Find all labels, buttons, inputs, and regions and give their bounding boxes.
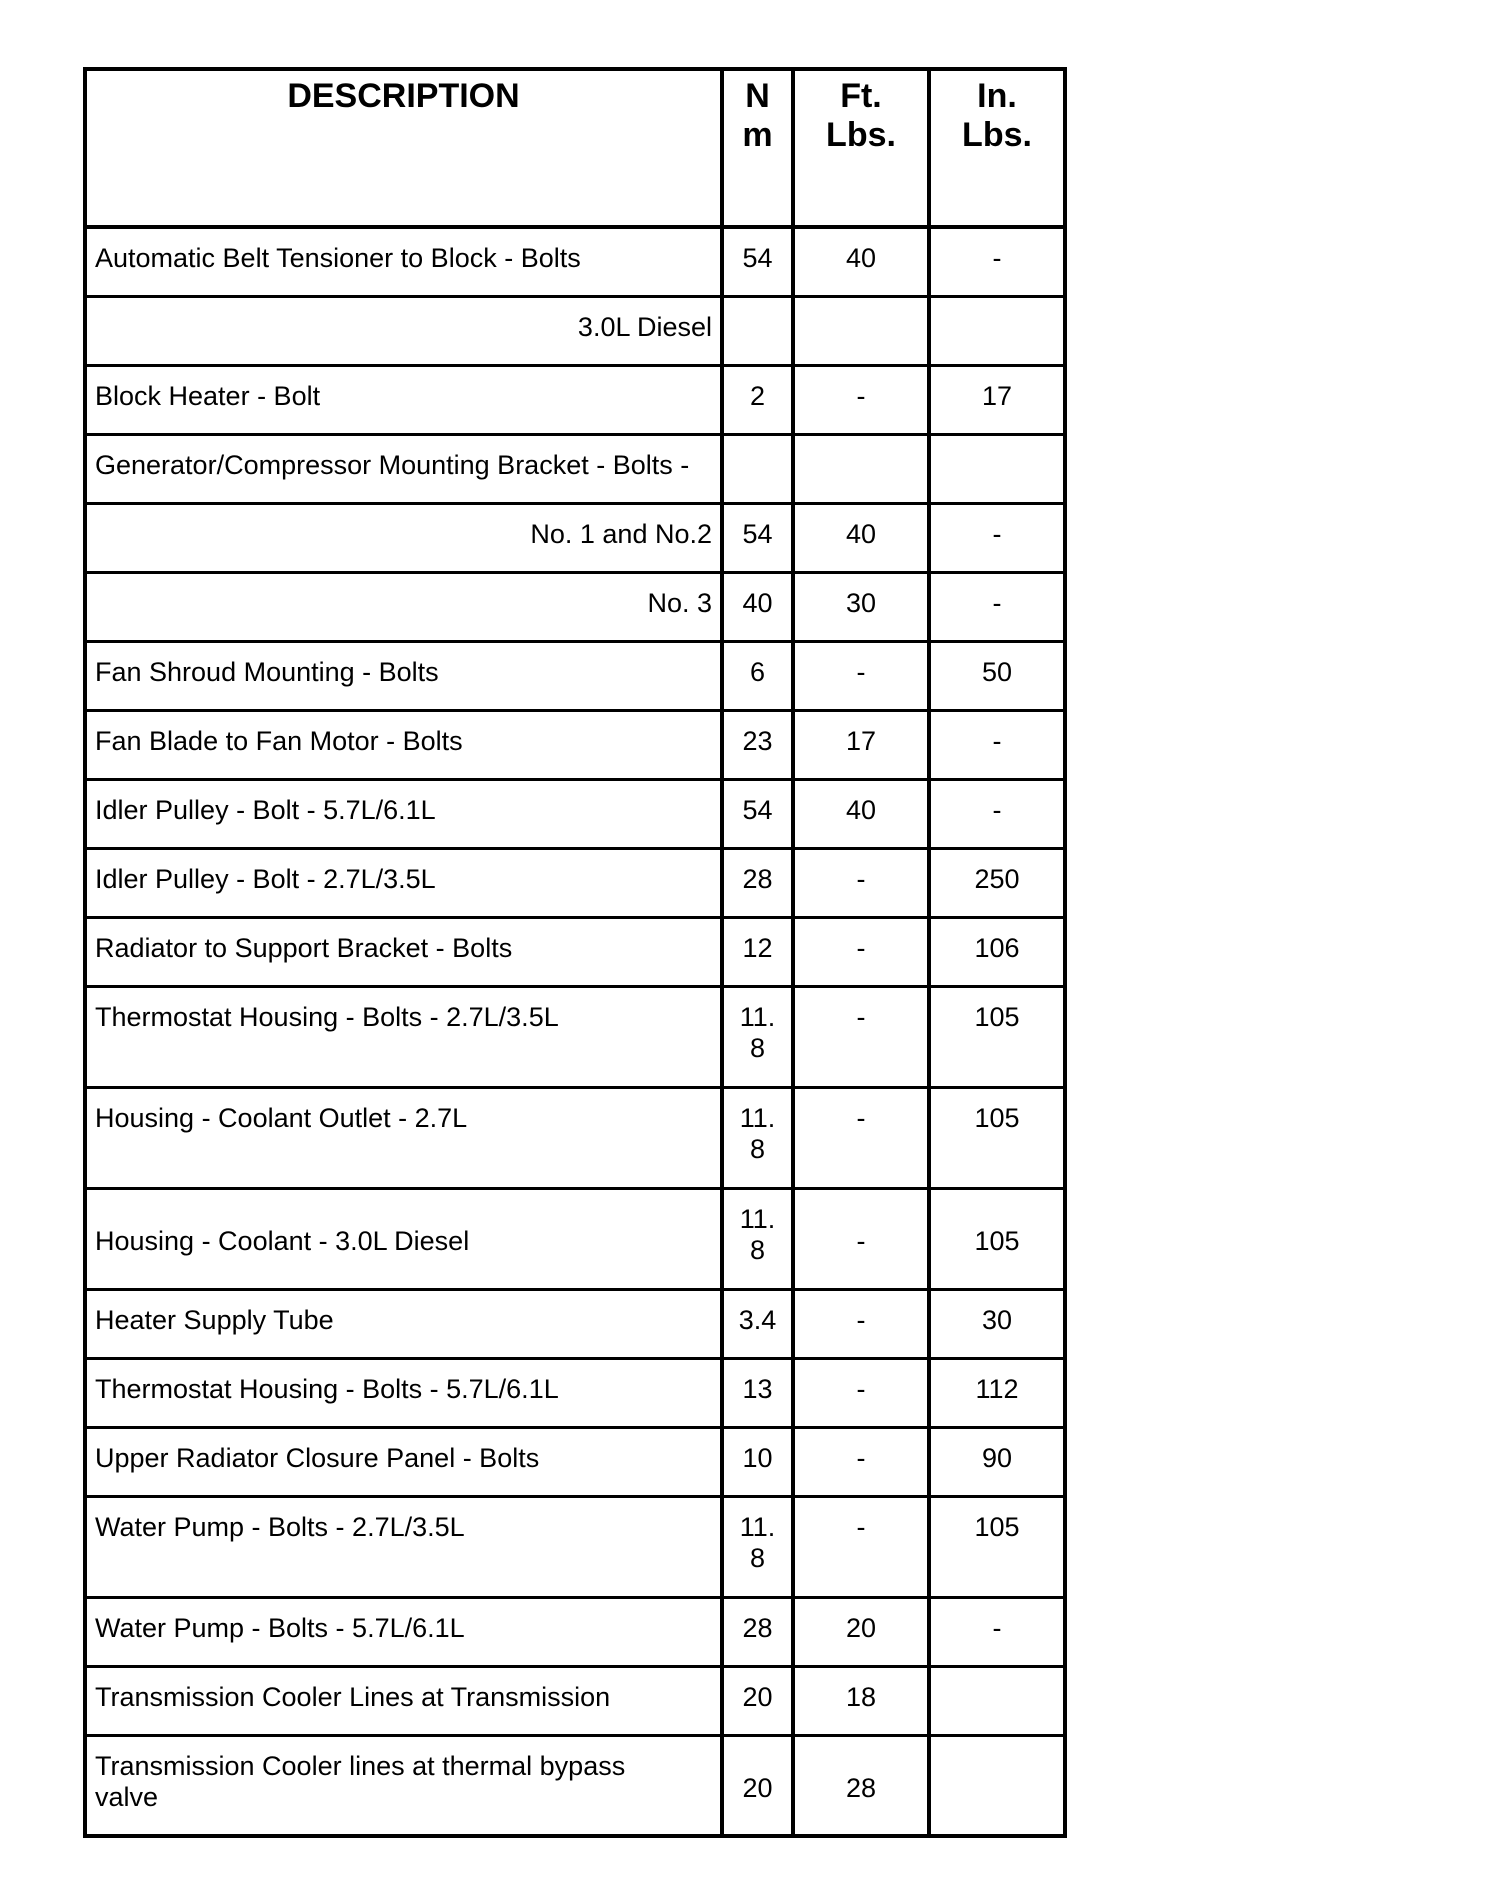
row-nm: 11. 8 xyxy=(722,986,793,1087)
table-row xyxy=(85,710,1065,779)
row-in-lbs xyxy=(929,1666,1065,1735)
row-description: Thermostat Housing - Bolts - 5.7L/6.1L xyxy=(85,1358,722,1427)
row-description: Upper Radiator Closure Panel - Bolts xyxy=(85,1427,722,1496)
row-ft-lbs: 30 xyxy=(793,572,929,641)
row-nm xyxy=(722,296,793,365)
row-in-lbs: - xyxy=(929,710,1065,779)
header-description: DESCRIPTION xyxy=(85,69,722,227)
row-in-lbs xyxy=(929,1735,1065,1836)
row-description: Housing - Coolant Outlet - 2.7L xyxy=(85,1087,722,1188)
row-description: Housing - Coolant - 3.0L Diesel xyxy=(85,1188,722,1289)
table-row xyxy=(85,503,1065,572)
row-ft-lbs: - xyxy=(793,365,929,434)
row-nm: 23 xyxy=(722,710,793,779)
table-row xyxy=(85,1188,1065,1289)
row-nm: 20 xyxy=(722,1666,793,1735)
row-in-lbs: - xyxy=(929,572,1065,641)
table-row xyxy=(85,1666,1065,1735)
row-in-lbs: 17 xyxy=(929,365,1065,434)
row-nm: 54 xyxy=(722,227,793,296)
row-ft-lbs: 20 xyxy=(793,1597,929,1666)
row-ft-lbs xyxy=(793,434,929,503)
row-nm: 3.4 xyxy=(722,1289,793,1358)
row-description: Water Pump - Bolts - 2.7L/3.5L xyxy=(85,1496,722,1597)
row-ft-lbs xyxy=(793,296,929,365)
row-ft-lbs: - xyxy=(793,1427,929,1496)
row-description: Thermostat Housing - Bolts - 2.7L/3.5L xyxy=(85,986,722,1087)
row-ft-lbs: - xyxy=(793,986,929,1087)
row-in-lbs: 106 xyxy=(929,917,1065,986)
row-description: Fan Shroud Mounting - Bolts xyxy=(85,641,722,710)
row-ft-lbs: 40 xyxy=(793,503,929,572)
row-description: Transmission Cooler lines at thermal bypass valve xyxy=(85,1735,722,1836)
table-row xyxy=(85,227,1065,296)
row-description: No. 3 xyxy=(85,572,722,641)
row-ft-lbs: 18 xyxy=(793,1666,929,1735)
row-description: Water Pump - Bolts - 5.7L/6.1L xyxy=(85,1597,722,1666)
row-ft-lbs: - xyxy=(793,1087,929,1188)
table-row xyxy=(85,1427,1065,1496)
table-row xyxy=(85,986,1065,1087)
table-row xyxy=(85,1358,1065,1427)
row-nm: 20 xyxy=(722,1735,793,1836)
header-row xyxy=(85,69,1065,227)
row-description: Block Heater - Bolt xyxy=(85,365,722,434)
row-ft-lbs: - xyxy=(793,1496,929,1597)
row-nm: 54 xyxy=(722,503,793,572)
table-row xyxy=(85,779,1065,848)
row-nm: 11. 8 xyxy=(722,1188,793,1289)
row-ft-lbs: - xyxy=(793,641,929,710)
row-in-lbs xyxy=(929,296,1065,365)
table-row xyxy=(85,917,1065,986)
table-row xyxy=(85,365,1065,434)
row-nm: 10 xyxy=(722,1427,793,1496)
row-description: Automatic Belt Tensioner to Block - Bolts xyxy=(85,227,722,296)
row-ft-lbs: 40 xyxy=(793,227,929,296)
row-ft-lbs: - xyxy=(793,1188,929,1289)
header-in-lbs: In. Lbs. xyxy=(929,69,1065,227)
row-in-lbs: 50 xyxy=(929,641,1065,710)
table-row xyxy=(85,1496,1065,1597)
row-description: 3.0L Diesel xyxy=(85,296,722,365)
row-ft-lbs: - xyxy=(793,1358,929,1427)
header-nm: N m xyxy=(722,69,793,227)
row-description: Idler Pulley - Bolt - 2.7L/3.5L xyxy=(85,848,722,917)
row-description: Generator/Compressor Mounting Bracket - Bolts - xyxy=(85,434,722,503)
table-row xyxy=(85,1087,1065,1188)
row-nm: 28 xyxy=(722,1597,793,1666)
row-in-lbs: 105 xyxy=(929,986,1065,1087)
row-in-lbs: - xyxy=(929,1597,1065,1666)
table-row xyxy=(85,1735,1065,1836)
row-nm: 6 xyxy=(722,641,793,710)
row-in-lbs: - xyxy=(929,779,1065,848)
row-in-lbs: 105 xyxy=(929,1496,1065,1597)
torque-spec-table xyxy=(83,67,1067,1838)
row-description: Transmission Cooler Lines at Transmission xyxy=(85,1666,722,1735)
table-row xyxy=(85,434,1065,503)
table-row xyxy=(85,296,1065,365)
row-nm: 2 xyxy=(722,365,793,434)
table-row xyxy=(85,572,1065,641)
row-nm: 12 xyxy=(722,917,793,986)
row-ft-lbs: - xyxy=(793,1289,929,1358)
row-ft-lbs: 17 xyxy=(793,710,929,779)
table-row xyxy=(85,641,1065,710)
row-nm: 13 xyxy=(722,1358,793,1427)
row-nm: 11. 8 xyxy=(722,1496,793,1597)
row-ft-lbs: - xyxy=(793,917,929,986)
row-in-lbs: 105 xyxy=(929,1188,1065,1289)
row-nm: 40 xyxy=(722,572,793,641)
row-description: No. 1 and No.2 xyxy=(85,503,722,572)
table-row xyxy=(85,1289,1065,1358)
row-description: Radiator to Support Bracket - Bolts xyxy=(85,917,722,986)
table-row xyxy=(85,1597,1065,1666)
row-in-lbs: - xyxy=(929,227,1065,296)
row-in-lbs: 30 xyxy=(929,1289,1065,1358)
row-description: Heater Supply Tube xyxy=(85,1289,722,1358)
row-in-lbs: 250 xyxy=(929,848,1065,917)
row-ft-lbs: - xyxy=(793,848,929,917)
row-nm: 28 xyxy=(722,848,793,917)
row-description: Idler Pulley - Bolt - 5.7L/6.1L xyxy=(85,779,722,848)
row-nm: 54 xyxy=(722,779,793,848)
row-description: Fan Blade to Fan Motor - Bolts xyxy=(85,710,722,779)
row-in-lbs: 112 xyxy=(929,1358,1065,1427)
row-ft-lbs: 40 xyxy=(793,779,929,848)
row-nm: 11. 8 xyxy=(722,1087,793,1188)
row-in-lbs: 90 xyxy=(929,1427,1065,1496)
row-in-lbs: 105 xyxy=(929,1087,1065,1188)
header-ft-lbs: Ft. Lbs. xyxy=(793,69,929,227)
row-in-lbs xyxy=(929,434,1065,503)
row-nm xyxy=(722,434,793,503)
row-in-lbs: - xyxy=(929,503,1065,572)
row-ft-lbs: 28 xyxy=(793,1735,929,1836)
table-row xyxy=(85,848,1065,917)
